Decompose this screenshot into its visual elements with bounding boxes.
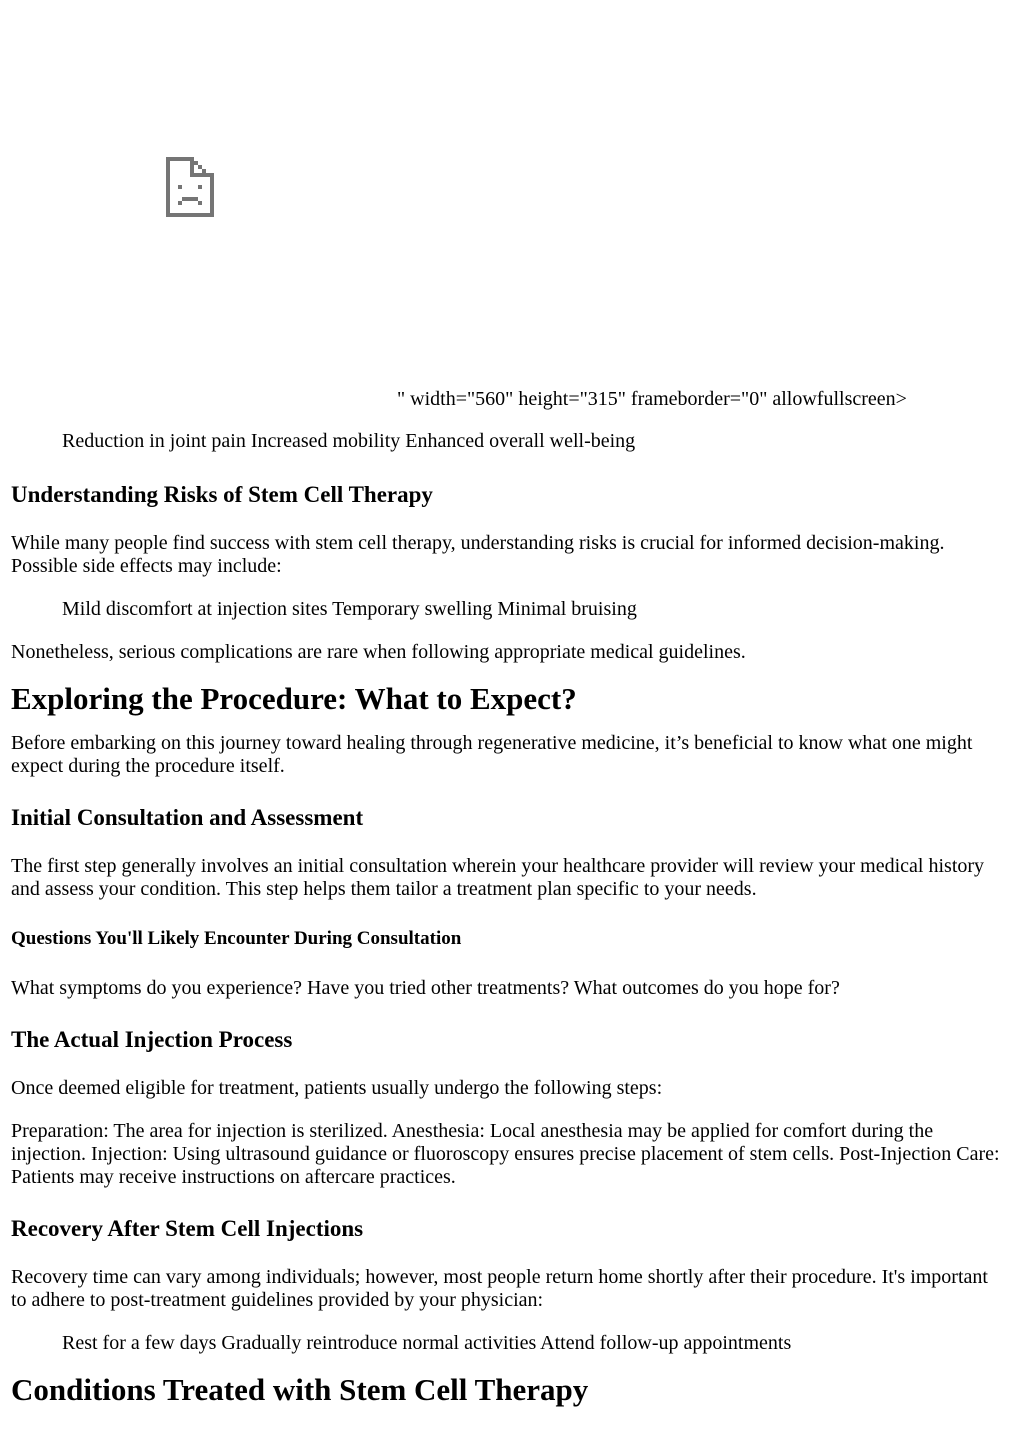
recovery-list: Rest for a few days Gradually reintroduce normal activities Attend follow-up appointments <box>62 1332 792 1354</box>
conditions-heading: Conditions Treated with Stem Cell Therapy <box>11 1372 589 1407</box>
procedure-intro: Before embarking on this journey toward healing through regenerative medicine, it’s beneficial to know what one might expect during the procedure itself. <box>11 732 973 777</box>
injection-steps: Preparation: The area for injection is sterilized. Anesthesia: Local anesthesia may be applied for comfort during the injection. Injection: Using ultrasound guidance or fluoroscopy ensures precise placement of stem cells. Post-Injection Care: Patients may receive instructions on aftercare practices. <box>11 1120 1000 1188</box>
consultation-text: The first step generally involves an initial consultation wherein your healthcare provider will review your medical history and assess your condition. This step helps them tailor a treatment plan specific to your needs. <box>11 855 985 900</box>
risks-intro: While many people find success with stem cell therapy, understanding risks is crucial for informed decision-making. Possible side effects may include: <box>11 532 945 577</box>
injection-heading: The Actual Injection Process <box>11 1027 293 1052</box>
embed-trailing-markup: " width="560" height="315" frameborder="0" allowfullscreen> <box>397 388 907 410</box>
consultation-heading: Initial Consultation and Assessment <box>11 805 364 830</box>
recovery-text: Recovery time can vary among individuals; however, most people return home shortly after their procedure. It's important to adhere to post-treatment guidelines provided by your physician: <box>11 1266 988 1311</box>
questions-heading: Questions You'll Likely Encounter During Consultation <box>11 928 462 949</box>
risks-heading: Understanding Risks of Stem Cell Therapy <box>11 482 433 507</box>
article-body <box>11 430 1007 1408</box>
procedure-heading: Exploring the Procedure: What to Expect? <box>11 681 577 716</box>
recovery-heading: Recovery After Stem Cell Injections <box>11 1216 364 1241</box>
benefits-list: Reduction in joint pain Increased mobility Enhanced overall well-being <box>62 430 636 452</box>
questions-text: What symptoms do you experience? Have you tried other treatments? What outcomes do you hope for? <box>11 977 840 999</box>
risks-note: Nonetheless, serious complications are rare when following appropriate medical guidelines. <box>11 641 746 663</box>
injection-intro: Once deemed eligible for treatment, patients usually undergo the following steps: <box>11 1077 663 1099</box>
broken-video-embed <box>10 0 396 410</box>
side-effects-list: Mild discomfort at injection sites Temporary swelling Minimal bruising <box>62 598 637 620</box>
broken-page-icon <box>166 157 216 217</box>
